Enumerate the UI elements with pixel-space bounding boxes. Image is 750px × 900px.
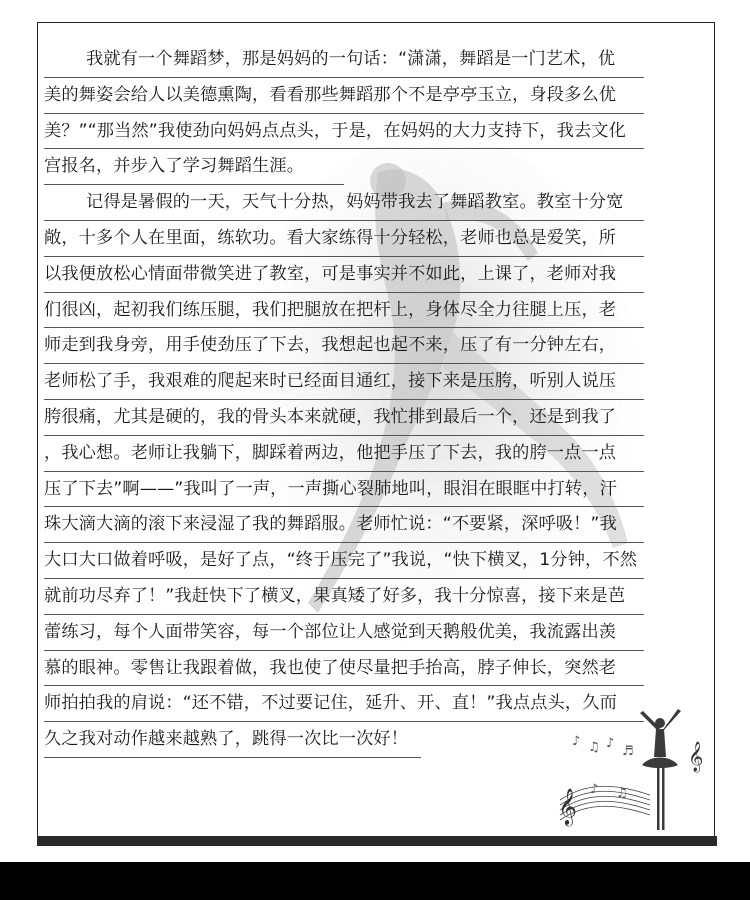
essay-line: 美？”“那当然”我使劲向妈妈点点头，于是，在妈妈的大力支持下，我去文化 [44, 114, 644, 150]
essay-line: 慕的眼神。零售让我跟着做，我也使了使尽量把手抬高，脖子伸长，突然老 [44, 651, 644, 687]
music-ballerina-decoration [520, 685, 710, 840]
essay-line: 以我便放松心情面带微笑进了教室，可是事实并不如此，上课了，老师对我 [44, 257, 644, 293]
svg-text:♪: ♪ [590, 782, 599, 797]
essay-line: 蕾练习，每个人面带笑容，每一个部位让人感觉到天鹅般优美，我流露出羡 [44, 615, 644, 651]
essay-line: 胯很痛，尤其是硬的，我的骨头本来就硬，我忙排到最后一个，还是到我了 [44, 400, 644, 436]
essay-line: 美的舞姿会给人以美德熏陶，看看那些舞蹈那个不是亭亭玉立，身段多么优 [44, 78, 644, 114]
svg-text:♪: ♪ [606, 736, 615, 751]
essay-line: 就前功尽弃了！”我赶快下了横叉，果真矮了好多，我十分惊喜，接下来是芭 [44, 579, 644, 615]
svg-text:♬: ♬ [622, 744, 634, 759]
essay-text [44, 42, 644, 758]
essay-line: 久之我对动作越来越熟了，跳得一次比一次好！ [44, 722, 421, 758]
svg-text:♫: ♫ [616, 786, 628, 801]
essay-line: 们很凶，起初我们练压腿，我们把腿放在把杆上，身体尽全力往腿上压，老 [44, 293, 644, 329]
svg-text:♪: ♪ [572, 734, 581, 749]
bottom-black-band [0, 862, 750, 900]
essay-line: 师走到我身旁，用手使劲压了下去，我想起也起不来，压了有一分钟左右， [44, 328, 644, 364]
essay-line: 压了下去”啊——”我叫了一声，一声撕心裂肺地叫，眼泪在眼眶中打转，汗 [44, 472, 644, 508]
essay-line: 珠大滴大滴的滚下来浸湿了我的舞蹈服。老师忙说：“不要紧，深呼吸！”我 [44, 507, 644, 543]
ballerina-silhouette-icon [640, 709, 681, 830]
svg-text:♫: ♫ [588, 740, 600, 755]
essay-line: 老师松了手，我艰难的爬起来时已经面目通红，接下来是压胯，听别人说压 [44, 364, 644, 400]
essay-line: 记得是暑假的一天，天气十分热，妈妈带我去了舞蹈教室。教室十分宽 [44, 185, 644, 221]
essay-line: 大口大口做着呼吸，是好了点，“终于压完了”我说，“快下横叉，1分钟，不然 [44, 543, 644, 579]
essay-line: 敞，十多个人在里面，练软功。看大家练得十分轻松，老师也总是爱笑，所 [44, 221, 644, 257]
essay-line: 我就有一个舞蹈梦，那是妈妈的一句话：“潇潇，舞蹈是一门艺术，优 [44, 42, 644, 78]
essay-line: ，我心想。老师让我躺下，脚踩着两边，他把手压了下去，我的胯一点一点 [44, 436, 644, 472]
paper-shadow [37, 836, 717, 846]
essay-line: 师拍拍我的肩说：“还不错，不过要记住，延升、开、直！”我点点头，久而 [44, 686, 644, 722]
treble-clef-icon: 𝄞 [558, 787, 577, 825]
treble-clef-small-icon: 𝄞 [688, 742, 704, 772]
essay-line: 宫报名，并步入了学习舞蹈生涯。 [44, 149, 344, 185]
